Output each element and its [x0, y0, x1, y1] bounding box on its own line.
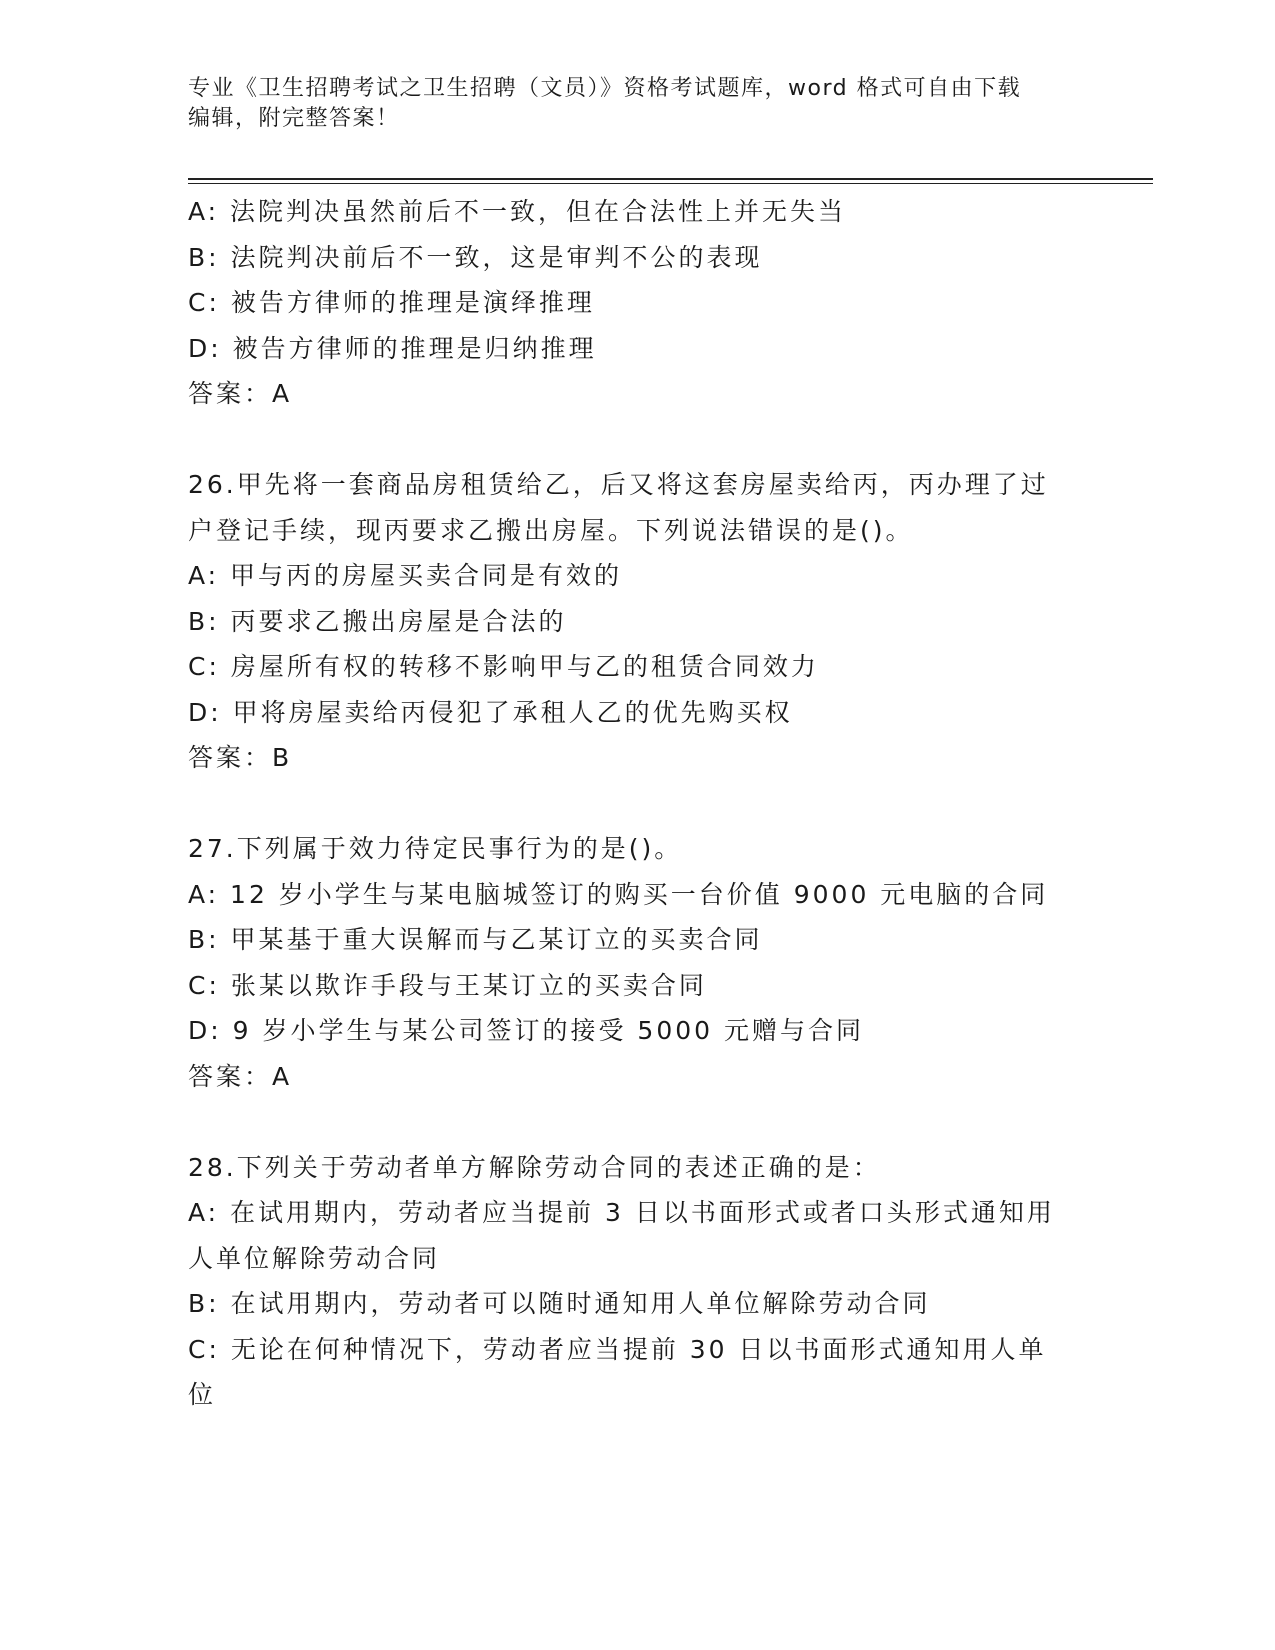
document-header: [188, 74, 1068, 134]
question-stem: 28.下列关于劳动者单方解除劳动合同的表述正确的是：: [188, 1152, 881, 1182]
option-c: C: 房屋所有权的转移不影响甲与乙的租赁合同效力: [188, 652, 819, 681]
option-a-continued: 人单位解除劳动合同: [188, 1243, 441, 1273]
option-d: D: 9 岁小学生与某公司签订的接受 5000 元赠与合同: [188, 1016, 864, 1045]
header-line-2: 编辑，附完整答案！: [188, 106, 400, 131]
question-26: [188, 462, 1088, 781]
spacer: [188, 1099, 1088, 1145]
option-a: A: 法院判决虽然前后不一致，但在合法性上并无失当: [188, 197, 847, 226]
question-content: [188, 189, 1088, 1418]
option-b: B: 丙要求乙搬出房屋是合法的: [188, 606, 567, 636]
option-a: A: 在试用期内，劳动者应当提前 3 日以书面形式或者口头形式通知用: [188, 1198, 1055, 1227]
header-divider-thin: [188, 183, 1153, 184]
spacer: [188, 781, 1088, 827]
option-c-continued: 位: [188, 1380, 217, 1409]
question-stem-continued: 户登记手续，现丙要求乙搬出房屋。下列说法错误的是()。: [188, 515, 914, 545]
answer-label: 答案：A: [188, 1061, 293, 1091]
header-line-1: 专业《卫生招聘考试之卫生招聘（文员）》资格考试题库，word 格式可自由下载: [188, 76, 1022, 101]
option-d: D: 甲将房屋卖给丙侵犯了承租人乙的优先购买权: [188, 697, 793, 727]
option-c: C: 被告方律师的推理是演绎推理: [188, 288, 595, 317]
header-divider-thick: [188, 178, 1153, 180]
option-a: A: 甲与丙的房屋买卖合同是有效的: [188, 561, 623, 590]
answer-label: 答案：B: [188, 743, 293, 772]
option-b: B: 甲某基于重大误解而与乙某订立的买卖合同: [188, 925, 763, 954]
question-28: [188, 1145, 1088, 1418]
spacer: [188, 417, 1088, 463]
question-25: [188, 189, 1088, 417]
question-stem: 26.甲先将一套商品房租赁给乙，后又将这套房屋卖给丙，丙办理了过: [188, 470, 1049, 499]
question-stem: 27.下列属于效力待定民事行为的是()。: [188, 834, 683, 863]
answer-label: 答案：A: [188, 379, 293, 408]
option-b: B: 在试用期内，劳动者可以随时通知用人单位解除劳动合同: [188, 1289, 931, 1318]
option-c: C: 张某以欺诈手段与王某订立的买卖合同: [188, 970, 707, 1000]
option-c: C: 无论在何种情况下，劳动者应当提前 30 日以书面形式通知用人单: [188, 1334, 1047, 1364]
option-b: B: 法院判决前后不一致，这是审判不公的表现: [188, 242, 763, 272]
question-27: [188, 826, 1088, 1099]
option-d: D: 被告方律师的推理是归纳推理: [188, 333, 597, 363]
option-a: A: 12 岁小学生与某电脑城签订的购买一台价值 9000 元电脑的合同: [188, 879, 1049, 909]
